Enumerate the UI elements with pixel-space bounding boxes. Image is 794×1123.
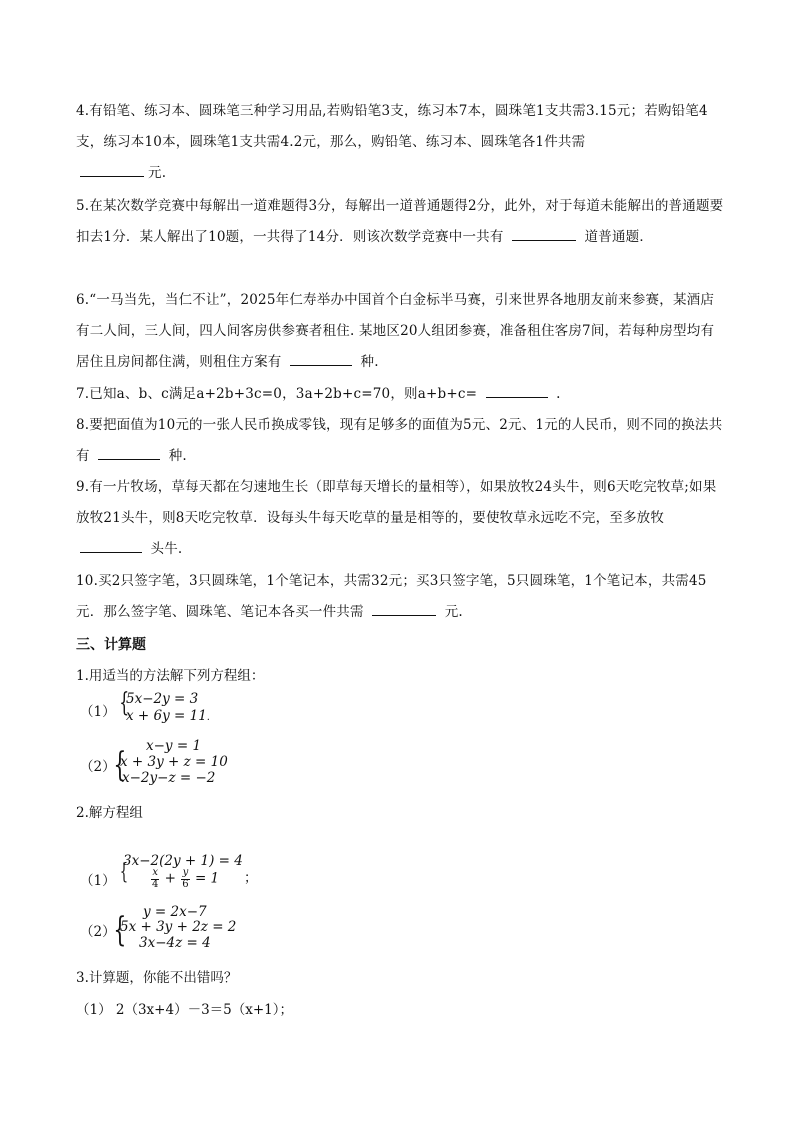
fraction: $\frac{x}{4}$ bbox=[152, 867, 159, 890]
equation: 3x−2(2y + 1) = 4 bbox=[123, 853, 243, 869]
equation: 3x−4z = 4 bbox=[139, 935, 211, 951]
part-label: （1） bbox=[80, 873, 116, 889]
question-10-suffix: 元. bbox=[444, 604, 463, 620]
left-brace-icon: { bbox=[113, 745, 127, 785]
question-8-text: 8.要把面值为10元的一张人民币换成零钱，现有足够多的面值为5元、2元、1元的人民币，则不同的换法共有 bbox=[76, 417, 723, 464]
equation: 5x + 3y + 2z = 2 bbox=[120, 919, 237, 935]
answer-blank[interactable] bbox=[98, 445, 160, 460]
question-4 bbox=[76, 96, 726, 189]
problem-2-title: 2.解方程组 bbox=[76, 805, 143, 821]
equation: 5x−2y = 3 bbox=[126, 691, 199, 707]
question-7-suffix: . bbox=[556, 386, 561, 402]
equation: y = 2x−7 bbox=[143, 904, 207, 920]
punctuation: ； bbox=[244, 870, 258, 886]
part-label: （2） bbox=[80, 759, 116, 775]
part-label: （2） bbox=[80, 924, 116, 940]
answer-blank[interactable] bbox=[80, 538, 142, 553]
question-6-suffix: 种. bbox=[360, 354, 379, 370]
equation: x + 6y = 11. bbox=[126, 708, 210, 724]
question-8-suffix: 种. bbox=[168, 448, 187, 464]
question-9-suffix: 头牛. bbox=[150, 541, 183, 557]
equation: x + 3y + z = 10 bbox=[120, 754, 228, 770]
answer-blank[interactable] bbox=[80, 162, 144, 177]
question-6-text: 6.“一马当先，当仁不让”，2025年仁寿举办中国首个白金标半马赛，引来世界各地朋友前来参赛，某酒店有二人间，三人间，四人间客房供参赛者租住. 某地区20人组团参赛，准备租住客房7间，若每种房型均有居住且房间都住满，则租住方案有 bbox=[76, 292, 715, 370]
section-heading: 三、计算题 bbox=[76, 637, 146, 653]
answer-blank[interactable] bbox=[290, 351, 352, 366]
question-9-text: 9.有一片牧场，草每天都在匀速地生长（即草每天增长的量相等），如果放牧24头牛，则6天吃完牧草;如果放牧21头牛，则8天吃完牧草．设每头牛每天吃草的量是相等的，要使牧草永远吃不完，至多放牧 bbox=[76, 479, 717, 526]
question-8 bbox=[76, 410, 726, 472]
problem-3-title: 3.计算题，你能不出错吗？ bbox=[76, 970, 238, 986]
question-5-text: 5.在某次数学竞赛中每解出一道难题得3分，每解出一道普通题得2分，此外，对于每道未能解出的普通题要扣去1分．某人解出了10题，一共得了14分．则该次数学竞赛中一共有 bbox=[76, 198, 724, 245]
equation: x−2y−z = −2 bbox=[122, 770, 216, 786]
equation: $\frac{x}{4}$ + $\frac{y}{6}$ = 1 bbox=[152, 867, 220, 890]
question-7 bbox=[76, 379, 726, 410]
question-7-text: 7.已知a、b、c满足a+2b+3c=0，3a+2b+c=70，则a+b+c= bbox=[76, 386, 478, 402]
question-6 bbox=[76, 285, 726, 378]
left-brace-icon: { bbox=[119, 688, 130, 718]
part-label: （1） bbox=[80, 704, 116, 720]
answer-blank[interactable] bbox=[486, 383, 548, 398]
left-brace-icon: { bbox=[113, 910, 127, 950]
question-5 bbox=[76, 191, 726, 253]
question-5-suffix: 道普通题． bbox=[584, 229, 654, 245]
punctuation: . bbox=[206, 712, 210, 723]
question-10-text: 10.买2只签字笔，3只圆珠笔，1个笔记本，共需32元；买3只签字笔，5只圆珠笔，1个笔记本，共需45元．那么签字笔、圆珠笔、笔记本各买一件共需 bbox=[76, 573, 707, 620]
question-9 bbox=[76, 472, 726, 565]
answer-blank[interactable] bbox=[512, 226, 576, 241]
question-4-suffix: 元. bbox=[148, 165, 167, 181]
problem-3-part-1: （1） 2（3x+4）－3＝5（x+1）； bbox=[76, 1002, 294, 1018]
fraction: $\frac{y}{6}$ bbox=[182, 867, 189, 890]
answer-blank[interactable] bbox=[372, 601, 436, 616]
problem-1-title: 1.用适当的方法解下列方程组： bbox=[76, 668, 265, 684]
question-10 bbox=[76, 566, 726, 628]
question-4-text: 4.有铅笔、练习本、圆珠笔三种学习用品,若购铅笔3支，练习本7本，圆珠笔1支共需3.15元；若购铅笔4支，练习本10本，圆珠笔1支共需4.2元，那么，购铅笔、练习本、圆珠笔各1件共需 bbox=[76, 103, 708, 150]
left-brace-icon: { bbox=[119, 860, 129, 885]
equation: x−y = 1 bbox=[146, 738, 202, 754]
